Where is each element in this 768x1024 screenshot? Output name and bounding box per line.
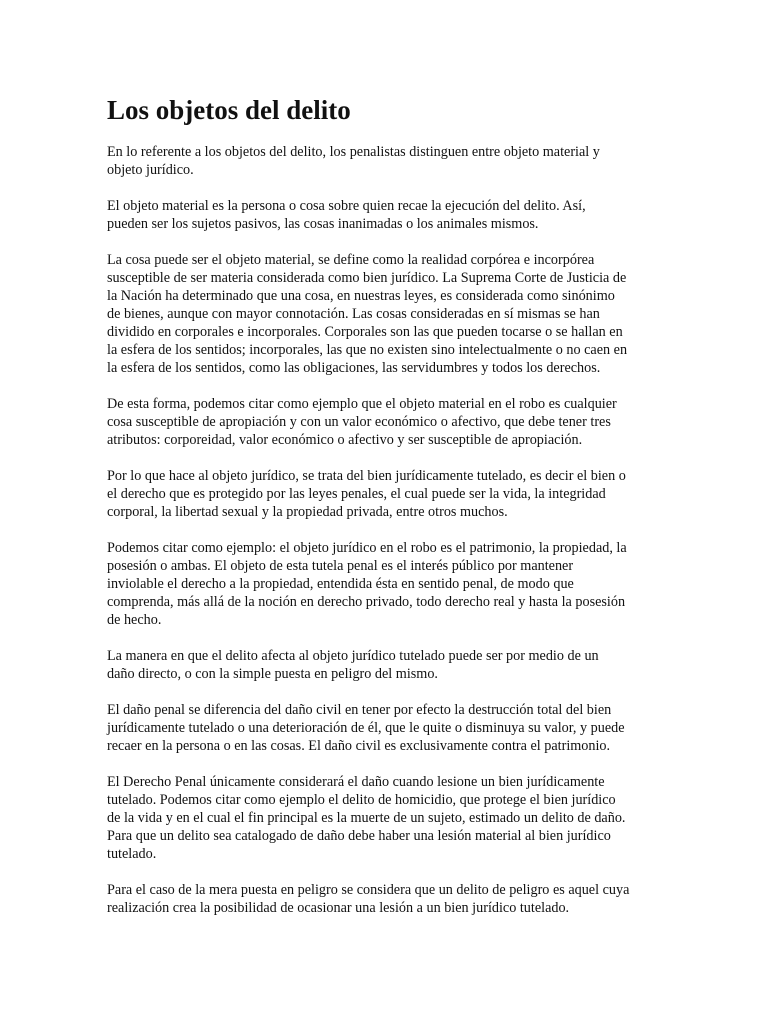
text-line: el derecho que es protegido por las leyes penales, el cual puede ser la vida, la integridad bbox=[107, 486, 606, 502]
text-line: Podemos citar como ejemplo: el objeto jurídico en el robo es el patrimonio, la propiedad, la bbox=[107, 540, 627, 556]
text-line: Para el caso de la mera puesta en peligro se considera que un delito de peligro es aquel cuya bbox=[107, 882, 630, 898]
paragraph bbox=[107, 773, 667, 863]
text-line: La manera en que el delito afecta al objeto jurídico tutelado puede ser por medio de un bbox=[107, 648, 599, 664]
text-line: realización crea la posibilidad de ocasionar una lesión a un bien jurídico tutelado. bbox=[107, 900, 570, 916]
text-line: El Derecho Penal únicamente considerará el daño cuando lesione un bien jurídicamente bbox=[107, 774, 605, 790]
text-line: Para que un delito sea catalogado de daño debe haber una lesión material al bien jurídico bbox=[107, 828, 611, 844]
paragraph bbox=[107, 197, 667, 233]
text-line: de bienes, aunque con mayor connotación. Las cosas consideradas en sí mismas se han bbox=[107, 306, 600, 322]
text-line: dividido en corporales e incorporales. Corporales son las que pueden tocarse o se hallan en bbox=[107, 324, 623, 340]
document-body bbox=[107, 143, 667, 917]
paragraph bbox=[107, 881, 667, 917]
text-line: El daño penal se diferencia del daño civil en tener por efecto la destrucción total del bien bbox=[107, 702, 612, 718]
text-line: susceptible de ser materia considerada como bien jurídico. La Suprema Corte de Justicia de bbox=[107, 270, 627, 286]
text-line: de la vida y en el cual el fin principal es la muerte de un sujeto, estimado un delito de daño. bbox=[107, 810, 626, 826]
text-line: El objeto material es la persona o cosa sobre quien recae la ejecución del delito. Así, bbox=[107, 198, 586, 214]
paragraph bbox=[107, 467, 667, 521]
document-title: Los objetos del delito bbox=[107, 95, 351, 125]
paragraph bbox=[107, 539, 667, 629]
text-line: tutelado. Podemos citar como ejemplo el delito de homicidio, que protege el bien jurídico bbox=[107, 792, 616, 808]
paragraph bbox=[107, 251, 667, 377]
paragraph bbox=[107, 647, 667, 683]
text-line: pueden ser los sujetos pasivos, las cosas inanimadas o los animales mismos. bbox=[107, 216, 539, 232]
text-line: la esfera de los sentidos; incorporales, las que no existen sino intelectualmente o no caen en bbox=[107, 342, 628, 358]
paragraph bbox=[107, 701, 667, 755]
text-line: posesión o ambas. El objeto de esta tutela penal es el interés público por mantener bbox=[107, 558, 574, 574]
text-line: objeto jurídico. bbox=[107, 162, 194, 178]
text-line: De esta forma, podemos citar como ejemplo que el objeto material en el robo es cualquier bbox=[107, 396, 617, 412]
paragraph bbox=[107, 143, 667, 179]
text-line: La cosa puede ser el objeto material, se define como la realidad corpórea e incorpórea bbox=[107, 252, 595, 268]
text-line: de hecho. bbox=[107, 612, 162, 628]
paragraph bbox=[107, 395, 667, 449]
text-line: recaer en la persona o en las cosas. El daño civil es exclusivamente contra el patrimonio. bbox=[107, 738, 611, 754]
text-line: cosa susceptible de apropiación y con un valor económico o afectivo, que debe tener tres bbox=[107, 414, 611, 430]
text-line: inviolable el derecho a la propiedad, entendida ésta en sentido penal, de modo que bbox=[107, 576, 574, 592]
text-line: la esfera de los sentidos, como las obligaciones, las servidumbres y todos los derechos. bbox=[107, 360, 601, 376]
document-page bbox=[107, 92, 667, 935]
text-line: la Nación ha determinado que una cosa, en nuestras leyes, es considerada como sinónimo bbox=[107, 288, 615, 304]
text-line: En lo referente a los objetos del delito, los penalistas distinguen entre objeto material y bbox=[107, 144, 600, 160]
text-line: Por lo que hace al objeto jurídico, se trata del bien jurídicamente tutelado, es decir el bien o bbox=[107, 468, 626, 484]
text-line: tutelado. bbox=[107, 846, 157, 862]
text-line: jurídicamente tutelado o una deterioración de él, que le quite o disminuya su valor, y puede bbox=[107, 720, 625, 736]
text-line: comprenda, más allá de la noción en derecho privado, todo derecho real y hasta la posesión bbox=[107, 594, 626, 610]
text-line: atributos: corporeidad, valor económico o afectivo y ser susceptible de apropiación. bbox=[107, 432, 583, 448]
text-line: daño directo, o con la simple puesta en peligro del mismo. bbox=[107, 666, 438, 682]
text-line: corporal, la libertad sexual y la propiedad privada, entre otros muchos. bbox=[107, 504, 508, 520]
